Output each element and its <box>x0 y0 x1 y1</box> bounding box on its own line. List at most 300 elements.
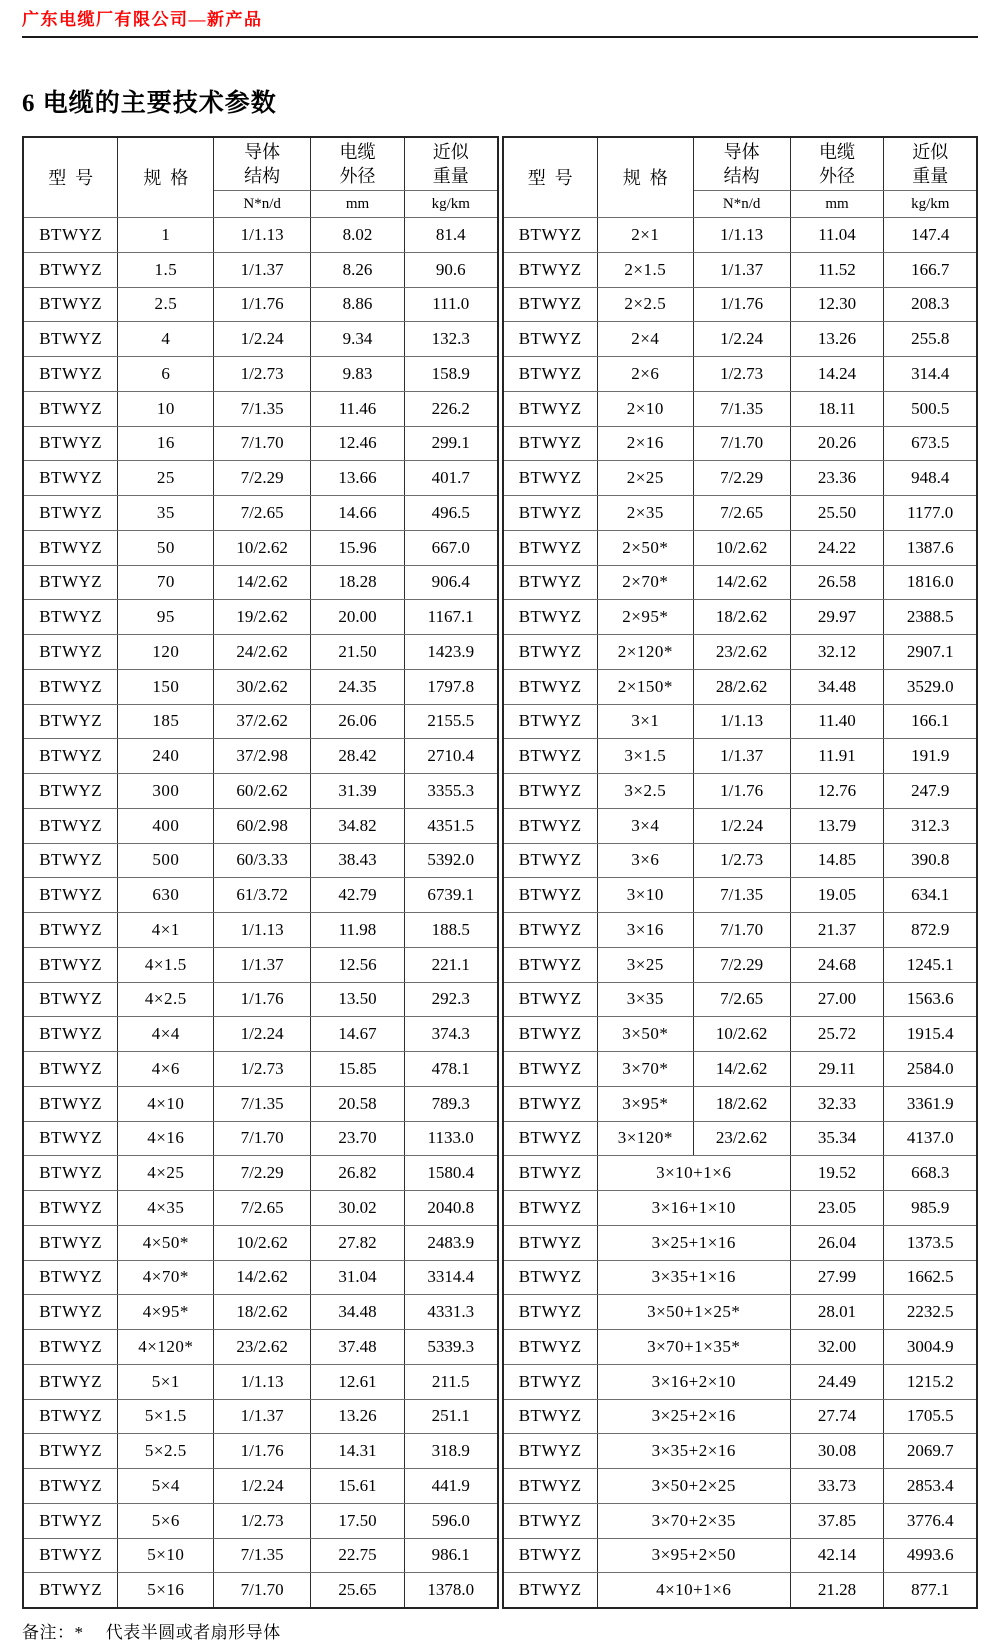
cell-spec: 16 <box>118 426 214 461</box>
table-row <box>503 1538 978 1573</box>
cell-model: BTWYZ <box>503 322 598 357</box>
cell-spec: 2×4 <box>597 322 693 357</box>
cell-conductor: 60/3.33 <box>214 843 311 878</box>
table-row <box>23 808 498 843</box>
cell-model: BTWYZ <box>503 1086 598 1121</box>
cell-model: BTWYZ <box>23 496 118 531</box>
cell-conductor: 24/2.62 <box>214 635 311 670</box>
cell-conductor: 23/2.62 <box>214 1330 311 1365</box>
cell-weight: 2040.8 <box>404 1191 497 1226</box>
cell-weight: 374.3 <box>404 1017 497 1052</box>
cell-spec: 1.5 <box>118 252 214 287</box>
unit-conductor: N*n/d <box>693 191 790 218</box>
cell-spec: 4×1.5 <box>118 947 214 982</box>
cell-model: BTWYZ <box>503 808 598 843</box>
left-table <box>22 136 499 1609</box>
cell-weight: 1423.9 <box>404 635 497 670</box>
cell-conductor: 18/2.62 <box>693 600 790 635</box>
cell-model: BTWYZ <box>23 1121 118 1156</box>
cell-model: BTWYZ <box>23 1260 118 1295</box>
table-row <box>503 218 978 253</box>
left-table-body <box>23 218 498 1609</box>
col-header-weight-line1: 近似 <box>432 142 469 162</box>
cell-model: BTWYZ <box>23 357 118 392</box>
cell-weight: 668.3 <box>884 1156 977 1191</box>
cell-od: 15.61 <box>311 1469 405 1504</box>
cell-conductor: 1/2.73 <box>693 357 790 392</box>
cell-conductor: 23/2.62 <box>693 1121 790 1156</box>
cell-conductor: 7/2.29 <box>693 947 790 982</box>
cell-od: 34.48 <box>311 1295 405 1330</box>
cell-model: BTWYZ <box>23 808 118 843</box>
cell-model: BTWYZ <box>23 426 118 461</box>
cell-spec: 2×6 <box>597 357 693 392</box>
table-row <box>23 1330 498 1365</box>
cell-model: BTWYZ <box>23 1052 118 1087</box>
col-header-od-line1: 电缆 <box>819 142 855 162</box>
cell-conductor: 18/2.62 <box>693 1086 790 1121</box>
cell-model: BTWYZ <box>503 1434 598 1469</box>
table-row <box>23 1573 498 1608</box>
cell-spec: 185 <box>118 704 214 739</box>
cell-weight: 111.0 <box>404 287 497 322</box>
cell-od: 24.22 <box>790 530 884 565</box>
cell-od: 30.02 <box>311 1191 405 1226</box>
cell-conductor: 1/1.13 <box>214 1364 311 1399</box>
cell-od: 29.11 <box>790 1052 884 1087</box>
cell-od: 11.98 <box>311 913 405 948</box>
cell-od: 27.82 <box>311 1225 405 1260</box>
table-row <box>503 982 978 1017</box>
cell-weight: 1797.8 <box>404 669 497 704</box>
cell-conductor: 1/2.73 <box>693 843 790 878</box>
cell-model: BTWYZ <box>503 287 598 322</box>
cell-weight: 2069.7 <box>884 1434 977 1469</box>
table-row <box>23 461 498 496</box>
cell-model: BTWYZ <box>23 1086 118 1121</box>
table-row <box>23 774 498 809</box>
cell-od: 19.52 <box>790 1156 884 1191</box>
page-title: 6 电缆的主要技术参数 <box>22 90 277 117</box>
cell-model: BTWYZ <box>23 565 118 600</box>
col-header-spec: 规格 <box>597 137 693 218</box>
cell-spec: 2.5 <box>118 287 214 322</box>
cell-od: 35.34 <box>790 1121 884 1156</box>
table-row <box>503 287 978 322</box>
cell-spec: 6 <box>118 357 214 392</box>
cell-weight: 191.9 <box>884 739 977 774</box>
cell-od: 13.50 <box>311 982 405 1017</box>
cell-od: 34.82 <box>311 808 405 843</box>
cell-conductor: 1/1.37 <box>693 252 790 287</box>
cell-weight: 1177.0 <box>884 496 977 531</box>
cell-model: BTWYZ <box>23 1017 118 1052</box>
right-table-body <box>503 218 978 1609</box>
cell-od: 11.52 <box>790 252 884 287</box>
cell-od: 27.74 <box>790 1399 884 1434</box>
cell-model: BTWYZ <box>503 1295 598 1330</box>
cell-conductor: 1/1.37 <box>214 252 311 287</box>
cell-conductor: 7/1.35 <box>693 391 790 426</box>
table-row <box>503 322 978 357</box>
cell-spec: 4×16 <box>118 1121 214 1156</box>
cell-model: BTWYZ <box>23 878 118 913</box>
cell-spec: 4×70* <box>118 1260 214 1295</box>
right-table <box>502 136 979 1609</box>
cell-conductor: 14/2.62 <box>214 565 311 600</box>
cell-conductor: 10/2.62 <box>214 1225 311 1260</box>
col-header-weight-line2: 重量 <box>432 166 469 186</box>
cell-spec: 2×95* <box>597 600 693 635</box>
cell-od: 32.33 <box>790 1086 884 1121</box>
cell-model: BTWYZ <box>23 739 118 774</box>
cell-model: BTWYZ <box>503 496 598 531</box>
cell-weight: 1133.0 <box>404 1121 497 1156</box>
cell-conductor: 7/2.29 <box>693 461 790 496</box>
cell-weight: 166.7 <box>884 252 977 287</box>
cell-weight: 1167.1 <box>404 600 497 635</box>
table-row <box>503 843 978 878</box>
table-row <box>503 704 978 739</box>
table-row <box>23 426 498 461</box>
cell-od: 14.85 <box>790 843 884 878</box>
cell-spec: 300 <box>118 774 214 809</box>
cell-spec: 5×2.5 <box>118 1434 214 1469</box>
cell-model: BTWYZ <box>23 287 118 322</box>
cell-od: 23.36 <box>790 461 884 496</box>
table-row <box>503 1156 978 1191</box>
cell-model: BTWYZ <box>23 843 118 878</box>
cell-weight: 90.6 <box>404 252 497 287</box>
cell-od: 9.83 <box>311 357 405 392</box>
cell-od: 33.73 <box>790 1469 884 1504</box>
cell-conductor: 1/1.76 <box>214 982 311 1017</box>
cell-conductor: 1/1.76 <box>693 287 790 322</box>
cell-weight: 2232.5 <box>884 1295 977 1330</box>
cell-model: BTWYZ <box>503 704 598 739</box>
cell-spec: 4×6 <box>118 1052 214 1087</box>
cell-spec: 4×25 <box>118 1156 214 1191</box>
table-row <box>503 600 978 635</box>
cell-model: BTWYZ <box>23 530 118 565</box>
cell-spec: 3×35+1×16 <box>597 1260 790 1295</box>
cell-model: BTWYZ <box>23 1191 118 1226</box>
table-row <box>23 218 498 253</box>
cell-weight: 2584.0 <box>884 1052 977 1087</box>
cell-weight: 478.1 <box>404 1052 497 1087</box>
cell-weight: 2483.9 <box>404 1225 497 1260</box>
table-row <box>23 739 498 774</box>
cell-od: 32.12 <box>790 635 884 670</box>
cell-conductor: 1/2.73 <box>214 1052 311 1087</box>
cell-spec: 3×4 <box>597 808 693 843</box>
cell-spec: 3×10+1×6 <box>597 1156 790 1191</box>
table-row <box>23 669 498 704</box>
cell-weight: 188.5 <box>404 913 497 948</box>
col-header-od-line2: 外径 <box>339 166 376 186</box>
cell-model: BTWYZ <box>23 947 118 982</box>
cell-od: 20.26 <box>790 426 884 461</box>
cell-od: 14.66 <box>311 496 405 531</box>
cell-weight: 948.4 <box>884 461 977 496</box>
cell-conductor: 61/3.72 <box>214 878 311 913</box>
cell-od: 30.08 <box>790 1434 884 1469</box>
cell-od: 25.72 <box>790 1017 884 1052</box>
table-row <box>23 843 498 878</box>
cell-conductor: 37/2.62 <box>214 704 311 739</box>
col-header-model: 型号 <box>503 137 598 218</box>
table-row <box>23 287 498 322</box>
cell-od: 15.96 <box>311 530 405 565</box>
table-row <box>23 1503 498 1538</box>
cell-model: BTWYZ <box>23 1364 118 1399</box>
cell-conductor: 7/1.35 <box>214 391 311 426</box>
table-row <box>23 1399 498 1434</box>
cell-conductor: 23/2.62 <box>693 635 790 670</box>
table-row <box>23 391 498 426</box>
cell-od: 12.61 <box>311 1364 405 1399</box>
cell-model: BTWYZ <box>503 1469 598 1504</box>
cell-spec: 50 <box>118 530 214 565</box>
cell-conductor: 14/2.62 <box>214 1260 311 1295</box>
table-row <box>503 669 978 704</box>
table-row <box>23 1086 498 1121</box>
cell-weight: 500.5 <box>884 391 977 426</box>
cell-conductor: 7/1.70 <box>214 426 311 461</box>
cell-od: 22.75 <box>311 1538 405 1573</box>
cell-weight: 208.3 <box>884 287 977 322</box>
unit-conductor: N*n/d <box>214 191 311 218</box>
cell-weight: 789.3 <box>404 1086 497 1121</box>
cell-weight: 247.9 <box>884 774 977 809</box>
cell-od: 28.42 <box>311 739 405 774</box>
table-row <box>23 635 498 670</box>
cell-od: 38.43 <box>311 843 405 878</box>
table-row <box>23 357 498 392</box>
cell-conductor: 1/1.13 <box>214 913 311 948</box>
cell-model: BTWYZ <box>23 669 118 704</box>
cell-model: BTWYZ <box>23 1225 118 1260</box>
cell-model: BTWYZ <box>503 878 598 913</box>
table-row <box>23 1434 498 1469</box>
col-header-model: 型号 <box>23 137 118 218</box>
cell-spec: 2×25 <box>597 461 693 496</box>
cell-od: 25.65 <box>311 1573 405 1608</box>
cell-weight: 1580.4 <box>404 1156 497 1191</box>
cell-model: BTWYZ <box>23 1330 118 1365</box>
table-row <box>23 1017 498 1052</box>
cell-spec: 2×1.5 <box>597 252 693 287</box>
cell-spec: 3×50+1×25* <box>597 1295 790 1330</box>
cell-spec: 4×10 <box>118 1086 214 1121</box>
cell-model: BTWYZ <box>23 1156 118 1191</box>
cell-spec: 3×25 <box>597 947 693 982</box>
cell-conductor: 7/1.70 <box>693 913 790 948</box>
cell-model: BTWYZ <box>503 1017 598 1052</box>
cell-conductor: 1/1.76 <box>214 1434 311 1469</box>
cell-od: 18.11 <box>790 391 884 426</box>
cell-od: 12.76 <box>790 774 884 809</box>
cell-conductor: 10/2.62 <box>693 1017 790 1052</box>
cell-model: BTWYZ <box>23 252 118 287</box>
cell-od: 42.79 <box>311 878 405 913</box>
cell-spec: 2×1 <box>597 218 693 253</box>
cell-weight: 4351.5 <box>404 808 497 843</box>
cell-spec: 3×50+2×25 <box>597 1469 790 1504</box>
left-table-header <box>23 137 498 218</box>
cell-spec: 4×1 <box>118 913 214 948</box>
cell-conductor: 1/2.24 <box>214 1017 311 1052</box>
cell-od: 24.49 <box>790 1364 884 1399</box>
cell-conductor: 7/2.65 <box>693 982 790 1017</box>
cell-model: BTWYZ <box>503 774 598 809</box>
cell-conductor: 1/1.13 <box>693 218 790 253</box>
cell-od: 14.67 <box>311 1017 405 1052</box>
cell-od: 17.50 <box>311 1503 405 1538</box>
header-rule <box>22 36 978 38</box>
cell-spec: 630 <box>118 878 214 913</box>
cell-model: BTWYZ <box>503 1503 598 1538</box>
cell-conductor: 7/1.35 <box>214 1538 311 1573</box>
cell-weight: 1915.4 <box>884 1017 977 1052</box>
col-header-conductor <box>214 137 311 191</box>
cell-weight: 2388.5 <box>884 600 977 635</box>
table-row <box>23 913 498 948</box>
cell-spec: 3×35 <box>597 982 693 1017</box>
cell-conductor: 10/2.62 <box>693 530 790 565</box>
cell-od: 31.39 <box>311 774 405 809</box>
cell-spec: 70 <box>118 565 214 600</box>
cell-conductor: 28/2.62 <box>693 669 790 704</box>
header-row-main <box>23 137 498 191</box>
cell-od: 21.37 <box>790 913 884 948</box>
cell-spec: 3×25+2×16 <box>597 1399 790 1434</box>
cell-spec: 240 <box>118 739 214 774</box>
table-row <box>23 1156 498 1191</box>
cell-conductor: 14/2.62 <box>693 565 790 600</box>
cell-od: 14.31 <box>311 1434 405 1469</box>
table-row <box>503 947 978 982</box>
cell-model: BTWYZ <box>23 1295 118 1330</box>
cell-weight: 211.5 <box>404 1364 497 1399</box>
cell-weight: 877.1 <box>884 1573 977 1608</box>
table-row <box>503 635 978 670</box>
cell-conductor: 14/2.62 <box>693 1052 790 1087</box>
table-row <box>503 252 978 287</box>
cell-model: BTWYZ <box>23 635 118 670</box>
cell-conductor: 1/1.37 <box>693 739 790 774</box>
cell-weight: 3776.4 <box>884 1503 977 1538</box>
cell-model: BTWYZ <box>503 1538 598 1573</box>
cell-conductor: 7/2.29 <box>214 1156 311 1191</box>
cell-spec: 150 <box>118 669 214 704</box>
cell-od: 12.56 <box>311 947 405 982</box>
cell-spec: 5×6 <box>118 1503 214 1538</box>
cell-weight: 4993.6 <box>884 1538 977 1573</box>
cell-weight: 496.5 <box>404 496 497 531</box>
col-header-conductor-line1: 导体 <box>723 142 760 162</box>
col-header-od-line2: 外径 <box>819 166 855 186</box>
cell-weight: 906.4 <box>404 565 497 600</box>
cell-model: BTWYZ <box>503 947 598 982</box>
cell-od: 26.06 <box>311 704 405 739</box>
cell-spec: 400 <box>118 808 214 843</box>
cell-od: 28.01 <box>790 1295 884 1330</box>
table-row <box>503 774 978 809</box>
cell-weight: 390.8 <box>884 843 977 878</box>
cell-spec: 95 <box>118 600 214 635</box>
cell-weight: 3355.3 <box>404 774 497 809</box>
cell-spec: 2×150* <box>597 669 693 704</box>
cell-conductor: 7/2.29 <box>214 461 311 496</box>
cell-model: BTWYZ <box>503 252 598 287</box>
cell-weight: 1378.0 <box>404 1573 497 1608</box>
table-row <box>503 1260 978 1295</box>
table-row <box>503 739 978 774</box>
cell-weight: 5392.0 <box>404 843 497 878</box>
table-row <box>23 1225 498 1260</box>
cell-weight: 673.5 <box>884 426 977 461</box>
cell-od: 11.40 <box>790 704 884 739</box>
col-header-conductor <box>693 137 790 191</box>
cell-model: BTWYZ <box>23 1399 118 1434</box>
cell-od: 11.46 <box>311 391 405 426</box>
cell-od: 9.34 <box>311 322 405 357</box>
cell-spec: 3×25+1×16 <box>597 1225 790 1260</box>
cell-od: 13.26 <box>790 322 884 357</box>
cell-weight: 1662.5 <box>884 1260 977 1295</box>
cell-od: 8.02 <box>311 218 405 253</box>
table-row <box>23 1260 498 1295</box>
cell-od: 24.35 <box>311 669 405 704</box>
table-row <box>503 1121 978 1156</box>
cell-model: BTWYZ <box>23 1503 118 1538</box>
cell-weight: 2710.4 <box>404 739 497 774</box>
cell-od: 8.86 <box>311 287 405 322</box>
table-row <box>23 878 498 913</box>
cell-spec: 3×95+2×50 <box>597 1538 790 1573</box>
cell-model: BTWYZ <box>23 913 118 948</box>
cell-weight: 314.4 <box>884 357 977 392</box>
cell-model: BTWYZ <box>503 1225 598 1260</box>
cell-conductor: 7/1.70 <box>214 1573 311 1608</box>
unit-od: mm <box>311 191 405 218</box>
cell-spec: 500 <box>118 843 214 878</box>
cell-od: 20.58 <box>311 1086 405 1121</box>
table-row <box>23 704 498 739</box>
cell-model: BTWYZ <box>503 1121 598 1156</box>
col-header-weight-line1: 近似 <box>912 142 949 162</box>
table-row <box>503 461 978 496</box>
table-row <box>23 1121 498 1156</box>
table-row <box>503 1503 978 1538</box>
cell-conductor: 19/2.62 <box>214 600 311 635</box>
cell-weight: 3004.9 <box>884 1330 977 1365</box>
cell-weight: 1215.2 <box>884 1364 977 1399</box>
cell-model: BTWYZ <box>503 843 598 878</box>
cell-weight: 596.0 <box>404 1503 497 1538</box>
cell-model: BTWYZ <box>503 600 598 635</box>
cell-spec: 3×120* <box>597 1121 693 1156</box>
col-header-weight <box>404 137 497 191</box>
cell-spec: 5×1 <box>118 1364 214 1399</box>
cell-od: 26.82 <box>311 1156 405 1191</box>
cell-model: BTWYZ <box>23 391 118 426</box>
cell-model: BTWYZ <box>503 1573 598 1608</box>
cell-spec: 4×4 <box>118 1017 214 1052</box>
cell-spec: 25 <box>118 461 214 496</box>
cell-spec: 2×120* <box>597 635 693 670</box>
